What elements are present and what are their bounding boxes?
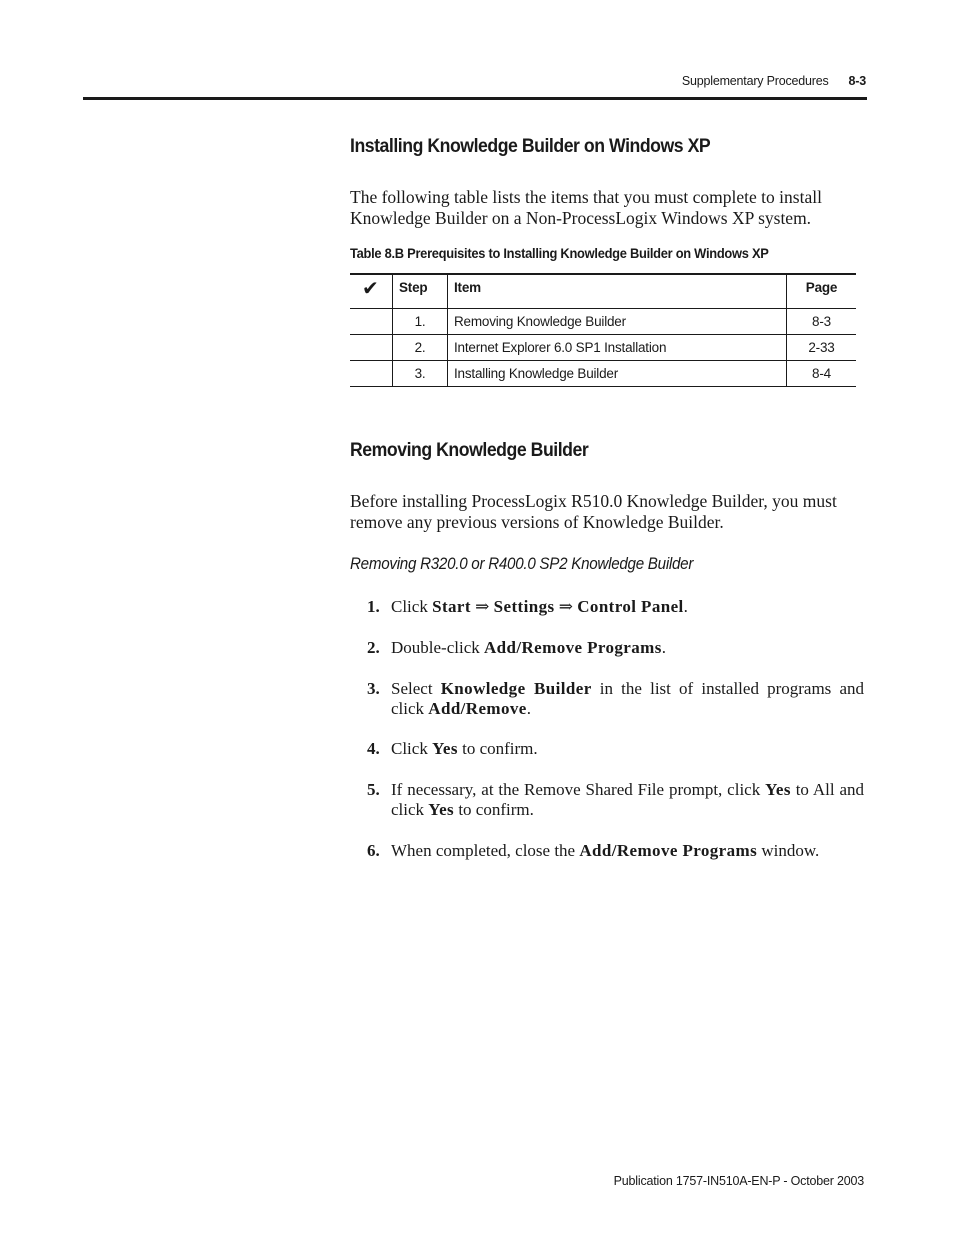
step-text: Select Knowledge Builder in the list of installed programs and click Add/Remove. <box>391 679 864 718</box>
step-number: 1. <box>367 597 380 616</box>
step-text: Click Start ⇒ Settings ⇒ Control Panel. <box>391 597 688 616</box>
page-cell: 8-4 <box>787 360 857 386</box>
list-item <box>350 679 864 719</box>
step-cell: 2. <box>393 334 448 360</box>
item-cell: Removing Knowledge Builder <box>448 308 787 334</box>
ui-term-yes: Yes <box>432 739 458 758</box>
table-row <box>350 360 856 386</box>
arrow-icon: ⇒ <box>554 597 578 616</box>
table-header-row <box>350 274 856 308</box>
section-title-installing: Installing Knowledge Builder on Windows XP <box>350 136 711 157</box>
ui-term-yes: Yes <box>765 780 791 799</box>
page-cell: 2-33 <box>787 334 857 360</box>
ui-term-yes: Yes <box>428 800 455 819</box>
list-item <box>350 780 864 820</box>
section-intro-removing: Before installing ProcessLogix R510.0 Knowledge Builder, you must remove any previous versions of Knowledge Builder. <box>350 491 837 532</box>
table-row <box>350 308 856 334</box>
step-number: 5. <box>367 780 380 799</box>
ui-term-control-panel: Control Panel <box>577 597 684 616</box>
step-text: If necessary, at the Remove Shared File prompt, click Yes to All and click Yes to confirm. <box>391 780 864 819</box>
checkmark-icon: ✔ <box>362 278 379 300</box>
ui-term-add-remove-programs: Add/Remove Programs <box>484 638 662 657</box>
page-column-header: Page <box>787 274 857 308</box>
step-text: When completed, close the Add/Remove Programs window. <box>391 841 820 860</box>
running-header <box>682 74 866 88</box>
step-text: Click Yes to confirm. <box>391 739 538 758</box>
table-caption: Table 8.B Prerequisites to Installing Knowledge Builder on Windows XP <box>350 245 769 261</box>
step-cell: 1. <box>393 308 448 334</box>
item-cell: Internet Explorer 6.0 SP1 Installation <box>448 334 787 360</box>
footer-publication: Publication 1757-IN510A-EN-P - October 2003 <box>613 1174 864 1188</box>
ui-term-add-remove-programs: Add/Remove Programs <box>579 841 758 860</box>
procedure-subheading: Removing R320.0 or R400.0 SP2 Knowledge Builder <box>350 555 694 573</box>
check-column-header <box>350 274 393 308</box>
page-cell: 8-3 <box>787 308 857 334</box>
step-cell: 3. <box>393 360 448 386</box>
item-cell: Installing Knowledge Builder <box>448 360 787 386</box>
step-number: 2. <box>367 638 380 657</box>
section-title-removing: Removing Knowledge Builder <box>350 440 589 461</box>
step-number: 3. <box>367 679 380 698</box>
step-number: 6. <box>367 841 380 860</box>
ui-term-start: Start <box>432 597 471 616</box>
running-header-section: Supplementary Procedures <box>681 74 829 88</box>
check-cell <box>350 334 393 360</box>
item-column-header: Item <box>448 274 787 308</box>
check-cell <box>350 360 393 386</box>
ui-term-settings: Settings <box>493 597 555 616</box>
ui-term-add-remove: Add/Remove <box>428 699 527 718</box>
arrow-icon: ⇒ <box>470 597 494 616</box>
section-intro-installing: The following table lists the items that you must complete to install Knowledge Builder on a Non-ProcessLogix Windows XP system. <box>350 187 822 228</box>
list-item <box>350 597 864 617</box>
table-row <box>350 334 856 360</box>
step-text: Double-click Add/Remove Programs. <box>391 638 666 657</box>
running-header-page-number: 8-3 <box>848 74 866 88</box>
header-rule <box>83 97 867 100</box>
step-number: 4. <box>367 739 380 758</box>
ui-term-knowledge-builder: Knowledge Builder <box>440 679 592 698</box>
list-item <box>350 638 864 658</box>
prerequisites-table <box>350 273 856 387</box>
step-column-header: Step <box>393 274 448 308</box>
list-item <box>350 739 864 759</box>
check-cell <box>350 308 393 334</box>
list-item <box>350 841 864 861</box>
